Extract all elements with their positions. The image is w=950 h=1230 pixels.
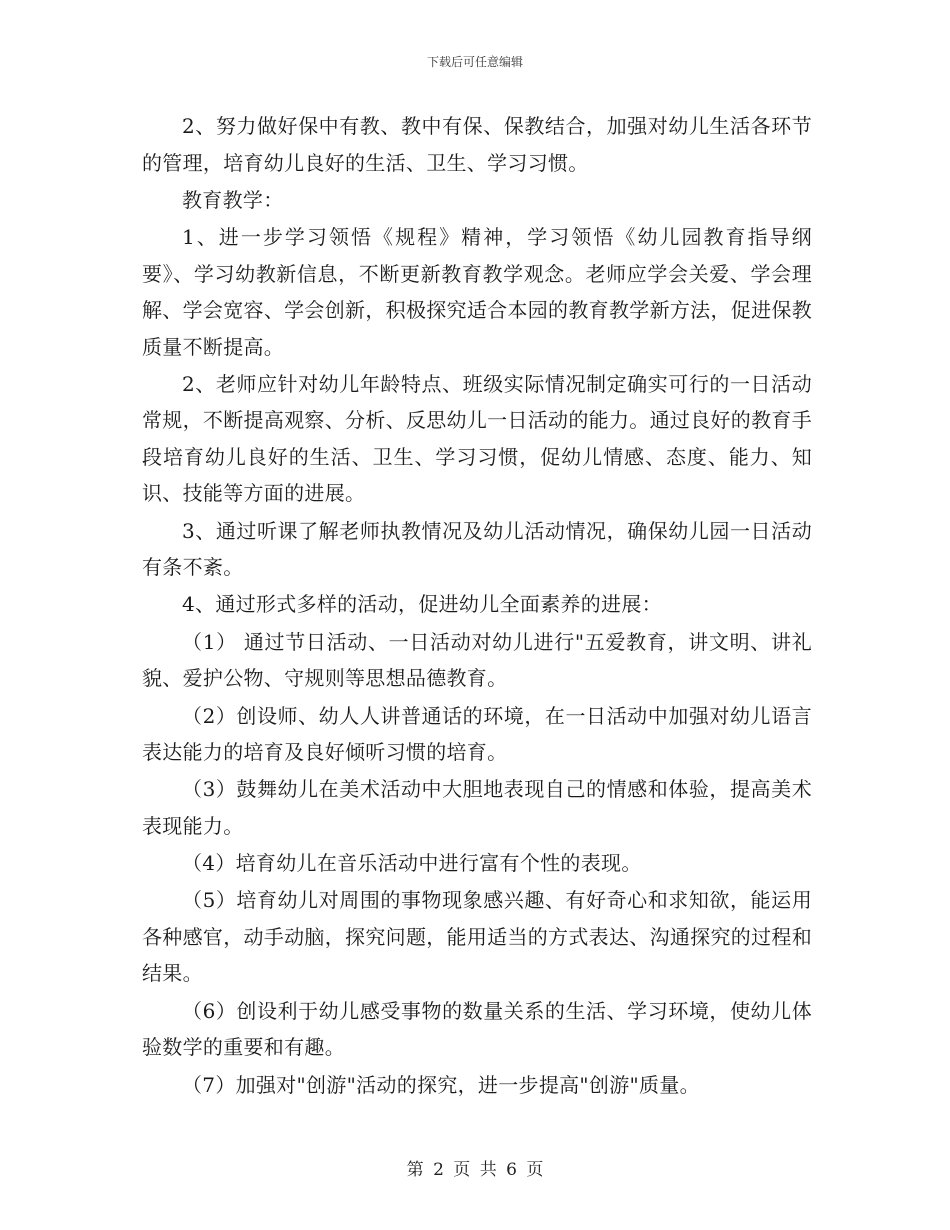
document-body <box>142 108 812 1103</box>
list-item: （1） 通过节日活动、一日活动对幼儿进行"五爱教育，讲文明、讲礼貌、爱护公物、守规则等思想品德教育。 <box>142 629 812 691</box>
page-number-footer: 第 2 页 共 6 页 <box>406 1160 544 1180</box>
list-item: （3）鼓舞幼儿在美术活动中大胆地表现自己的情感和体验，提高美术表现能力。 <box>142 777 812 838</box>
list-item: （5）培育幼儿对周围的事物现象感兴趣、有好奇心和求知欲，能运用各种感官，动手动脑，探究问题，能用适当的方式表达、沟通探究的过程和结果。 <box>142 888 812 986</box>
paragraph: 4、通过形式多样的活动，促进幼儿全面素养的进展： <box>182 592 662 617</box>
paragraph: 2、老师应针对幼儿年龄特点、班级实际情况制定确实可行的一日活动常规，不断提高观察、分析、反思幼儿一日活动的能力。通过良好的教育手段培育幼儿良好的生活、卫生、学习习惯，促幼儿情感、态度、能力、知识、技能等方面的进展。 <box>142 371 812 506</box>
paragraph: 3、通过听课了解老师执教情况及幼儿活动情况，确保幼儿园一日活动有条不紊。 <box>142 518 812 580</box>
paragraph: 2、努力做好保中有教、教中有保、保教结合，加强对幼儿生活各环节的管理，培育幼儿良好的生活、卫生、学习习惯。 <box>142 114 812 175</box>
list-item: （6）创设利于幼儿感受事物的数量关系的生活、学习环境，使幼儿体验数学的重要和有趣。 <box>142 998 812 1060</box>
list-item: （2）创设师、幼人人讲普通话的环境，在一日活动中加强对幼儿语言表达能力的培育及良好倾听习惯的培育。 <box>142 703 812 765</box>
header-note: 下载后可任意编辑 <box>426 55 523 69</box>
list-item: （7）加强对"创游"活动的探究，进一步提高"创游"质量。 <box>182 1072 700 1097</box>
section-heading: 教育教学： <box>182 187 284 212</box>
paragraph: 1、进一步学习领悟《规程》精神，学习领悟《幼儿园教育指导纲要》、学习幼教新信息，不断更新教育教学观念。老师应学会关爱、学会理解、学会宽容、学会创新，积极探究适合本园的教育教学新方法，促进保教质量不断提高。 <box>142 225 812 359</box>
list-item: （4）培育幼儿在音乐活动中进行富有个性的表现。 <box>182 851 642 876</box>
